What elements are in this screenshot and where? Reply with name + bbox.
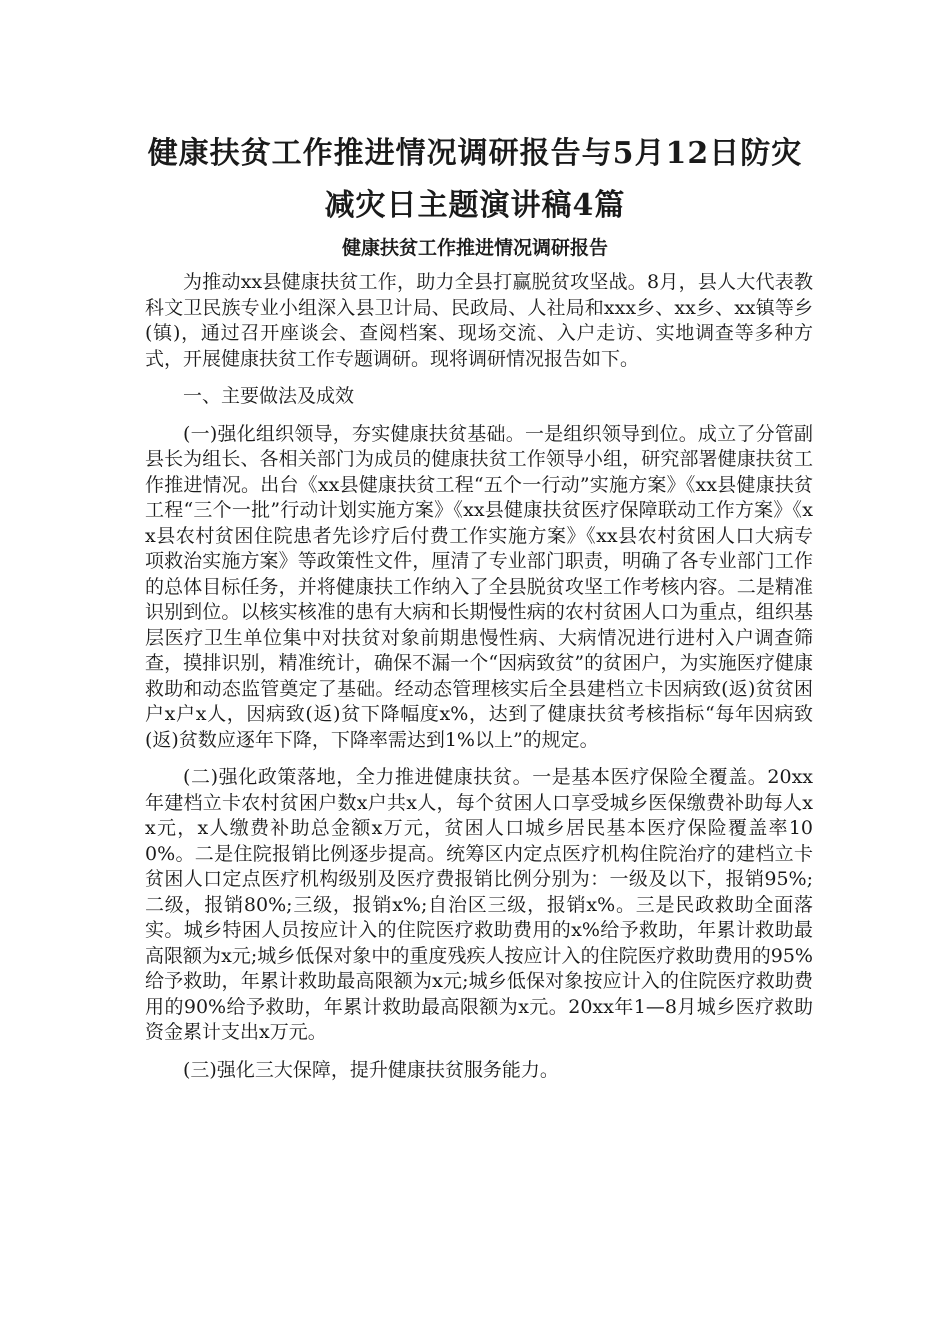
document-title-line-1: 健康扶贫工作推进情况调研报告与5月12日防灾 (147, 136, 803, 171)
document-title-line-2: 减灾日主题演讲稿4篇 (324, 188, 626, 223)
paragraph-three-guarantees: (三)强化三大保障，提升健康扶贫服务能力。 (183, 1058, 559, 1081)
section-heading-main-practices: 一、主要做法及成效 (183, 385, 355, 407)
paragraph-intro: 为推动xx县健康扶贫工作，助力全县打赢脱贫攻坚战。8月，县人大代表教科文卫民族专业小组深入县卫计局、民政局、人社局和xxx乡、xx乡、xx镇等乡(镇)，通过召开座谈会、查阅档案、现场交流、入户走访、实地调查等多种方式，开展健康扶贫工作专题调研。现将调研情况报告如下。 (145, 271, 813, 370)
paragraph-organization-leadership: (一)强化组织领导，夯实健康扶贫基础。一是组织领导到位。成立了分管副县长为组长、各相关部门为成员的健康扶贫工作领导小组，研究部署健康扶贫工作推进情况。出台《xx县健康扶贫工程“五个一行动”实施方案》《xx县健康扶贫工程“三个一批”行动计划实施方案》《xx县健康扶贫医疗保障联动工作方案》《xx县农村贫困住院患者先诊疗后付费工作实施方案》《xx县农村贫困人口大病专项救治实施方案》等政策性文件，厘清了专业部门职责，明确了各专业部门工作的总体目标任务，并将健康扶工作纳入了全县脱贫攻坚工作考核内容。二是精准识别到位。以核实核准的患有大病和长期慢性病的农村贫困人口为重点，组织基层医疗卫生单位集中对扶贫对象前期患慢性病、大病情况进行进村入户调查筛查，摸排识别，精准统计，确保不漏一个“因病致贫”的贫困户，为实施医疗健康救助和动态监管奠定了基础。经动态管理核实后全县建档立卡因病致(返)贫贫困户x户x人，因病致(返)贫下降幅度x%，达到了健康扶贫考核指标“每年因病致(返)贫数应逐年下降，下降率需达到1%以上”的规定。 (145, 422, 813, 751)
section-title: 健康扶贫工作推进情况调研报告 (341, 237, 608, 259)
document-body (145, 270, 813, 1095)
paragraph-policy-implementation: (二)强化政策落地，全力推进健康扶贫。一是基本医疗保险全覆盖。20xx年建档立卡农村贫困户数x户共x人，每个贫困人口享受城乡医保缴费补助每人xx元，x人缴费补助总金额x万元，贫困人口城乡居民基本医疗保险覆盖率100%。二是住院报销比例逐步提高。统筹区内定点医疗机构住院治疗的建档立卡贫困人口定点医疗机构级别及医疗费报销比例分别为：一级及以下，报销95%;二级，报销80%;三级，报销x%;自治区三级，报销x%。三是民政救助全面落实。城乡特困人员按应计入的住院医疗救助费用的x%给予救助，年累计救助最高限额为x元;城乡低保对象中的重度残疾人按应计入的住院医疗救助费用的95%给予救助，年累计救助最高限额为x元;城乡低保对象按应计入的住院医疗救助费用的90%给予救助，年累计救助最高限额为x元。20xx年1—8月城乡医疗救助资金累计支出x万元。 (145, 766, 813, 1043)
